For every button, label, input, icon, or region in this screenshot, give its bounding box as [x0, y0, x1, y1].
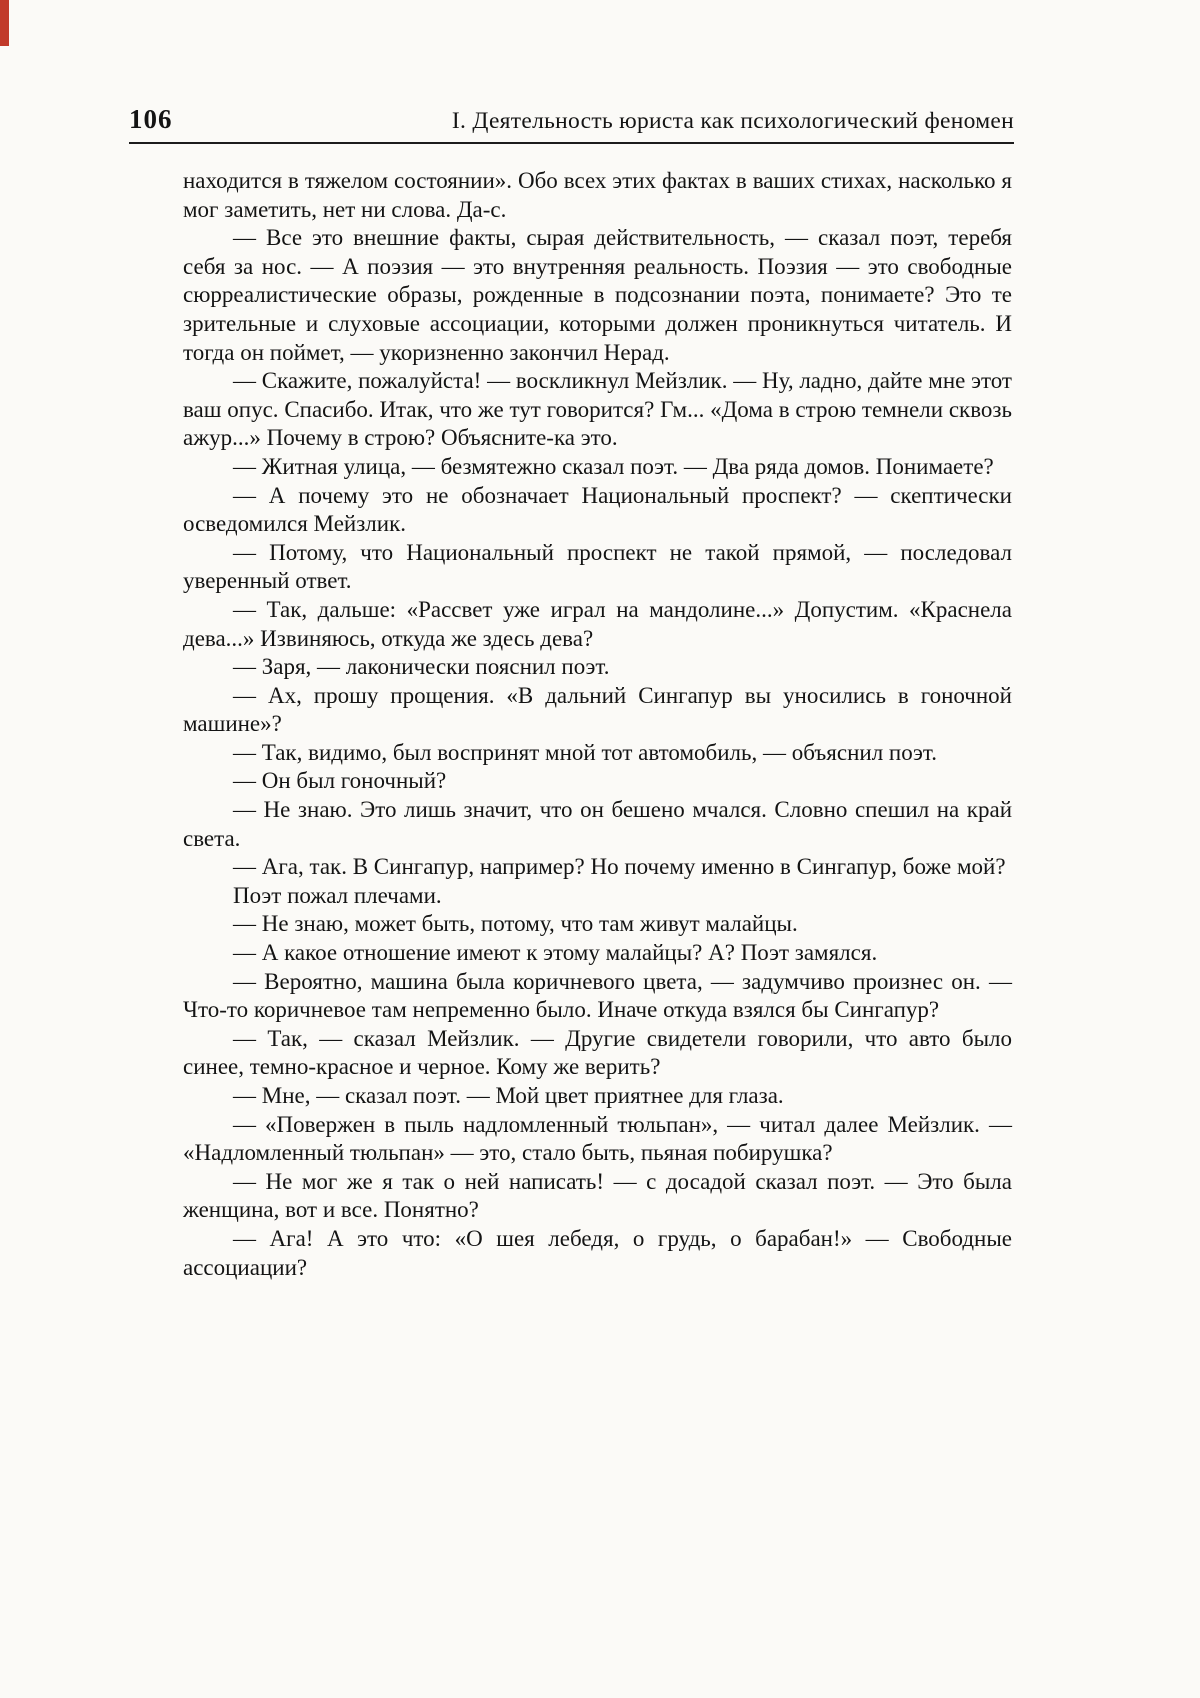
paragraph: — А почему это не обозначает Национальный проспект? — скептически осведомился Мейзлик. [183, 482, 1012, 537]
page-number: 106 [129, 104, 173, 134]
paragraph: — Житная улица, — безмятежно сказал поэт. — Два ряда домов. Понимаете? [233, 453, 994, 479]
scan-artifact [0, 0, 9, 46]
paragraph: — Потому, что Национальный проспект не такой прямой, — последовал уверенный ответ. [183, 539, 1012, 594]
paragraph: — Так, — сказал Мейзлик. — Другие свидетели говорили, что авто было синее, темно-красное и черное. Кому же верить? [183, 1025, 1012, 1080]
paragraph: — «Повержен в пыль надломленный тюльпан», — читал далее Мейзлик. — «Надломленный тюльпан» — это, стало быть, пьяная побирушка? [183, 1111, 1012, 1166]
paragraph: — Не знаю. Это лишь значит, что он бешено мчался. Словно спешил на край света. [183, 797, 1012, 851]
header-rule [129, 142, 1014, 144]
paragraph: — Мне, — сказал поэт. — Мой цвет приятнее для глаза. [233, 1083, 784, 1108]
paragraph: — Скажите, пожалуйста! — воскликнул Мейзлик. — Ну, ладно, дайте мне этот ваш опус. Спасибо. Итак, что же тут говорится? Гм... «Дома в строю темнели сквозь ажур...» Почему в строю? Объясните-ка это. [183, 368, 1012, 451]
paragraph: — Он был гоночный? [233, 768, 447, 794]
paragraph: Поэт пожал плечами. [233, 882, 442, 908]
paragraph: — Так, дальше: «Рассвет уже играл на мандолине...» Допустим. «Краснела дева...» Извиняюсь, откуда же здесь дева? [183, 596, 1012, 651]
paragraph: — А какое отношение имеют к этому малайцы? А? Поэт замялся. [233, 940, 878, 966]
paragraph: — Ага! А это что: «О шея лебедя, о грудь, о барабан!» — Свободные ассоциации? [183, 1225, 1012, 1280]
paragraph: — Не знаю, может быть, потому, что там живут малайцы. [233, 911, 798, 937]
paragraph: — Ага, так. В Сингапур, например? Но почему именно в Сингапур, боже мой? [233, 854, 1006, 880]
page-body [183, 167, 1012, 1282]
paragraph: находится в тяжелом состоянии». Обо всех этих фактах в ваших стихах, насколько я мог заметить, нет ни слова. Да-с. [183, 168, 1012, 222]
running-head: I. Деятельность юриста как психологический феномен [451, 108, 1014, 134]
paragraph: — Заря, — лаконически пояснил поэт. [233, 654, 610, 680]
paragraph: — Вероятно, машина была коричневого цвета, — задумчиво произнес он. — Что-то коричневое там непременно было. Иначе откуда взялся бы Сингапур? [183, 968, 1012, 1023]
paragraph: — Так, видимо, был воспринят мной тот автомобиль, — объяснил поэт. [233, 739, 937, 765]
paragraph: — Ах, прошу прощения. «В дальний Сингапур вы уносились в гоночной машине»? [183, 682, 1012, 737]
page-header [129, 0, 1014, 135]
paragraph: — Все это внешние факты, сырая действительность, — сказал поэт, теребя себя за нос. — А поэзия — это внутренняя реальность. Поэзия — это свободные сюрреалистические образы, рожденные в подсознании поэта, понимаете? Это те зрительные и слуховые ассоциации, которыми должен проникнуться читатель. И тогда он поймет, — укоризненно закончил Нерад. [183, 225, 1012, 365]
paragraph: — Не мог же я так о ней написать! — с досадой сказал поэт. — Это была женщина, вот и все. Понятно? [183, 1168, 1012, 1223]
